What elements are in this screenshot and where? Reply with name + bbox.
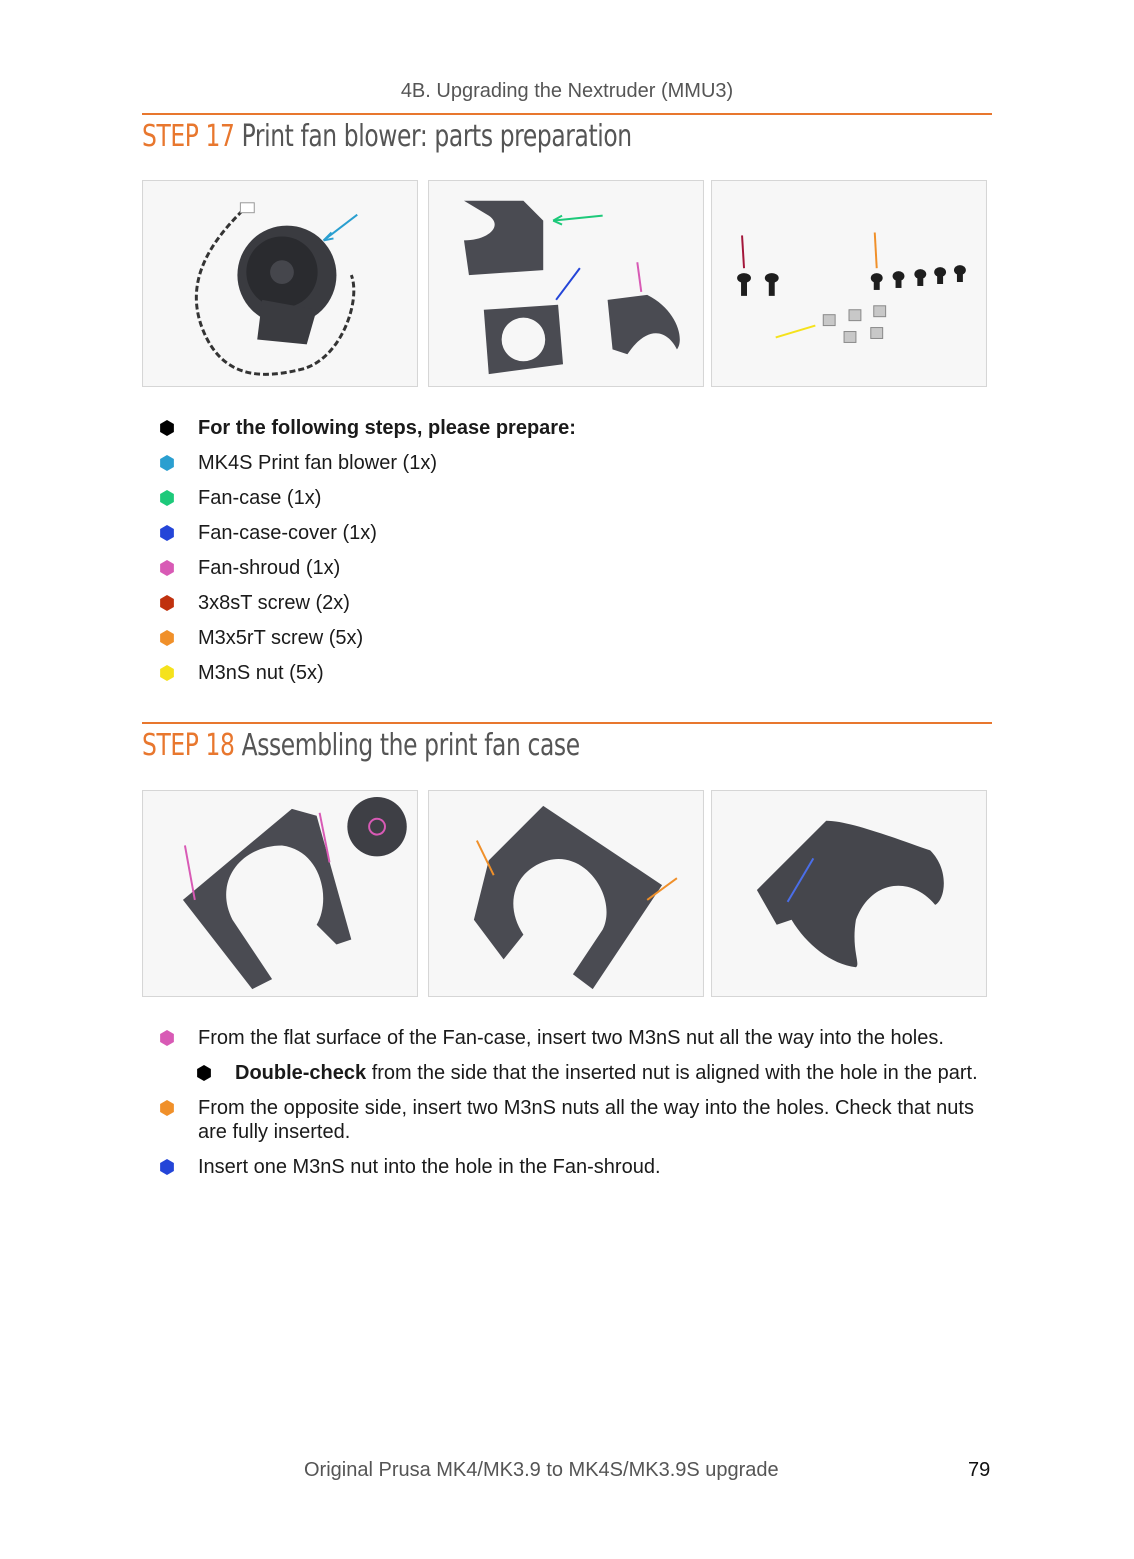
list-item: 3x8sT screw (2x) xyxy=(158,591,992,615)
step18-rule xyxy=(142,722,992,724)
photo-fan-shroud xyxy=(711,790,987,997)
pink-hex-bullet-icon xyxy=(159,560,175,576)
step17-label: STEP 17 xyxy=(142,119,235,154)
step17-bullet-list xyxy=(158,416,992,685)
photo-fan-case-opposite xyxy=(428,790,704,997)
list-item: From the opposite side, insert two M3nS nuts all the way into the holes. Check that nuts are fully inserted. xyxy=(158,1096,992,1144)
list-item: Fan-case (1x) xyxy=(158,486,992,510)
photo-fan-case-parts xyxy=(428,180,704,387)
photo-fan-case-flat xyxy=(142,790,418,997)
step18-title xyxy=(142,728,580,763)
blue-hex-bullet-icon xyxy=(159,1159,175,1175)
step18-bullet-list xyxy=(158,1026,992,1179)
photo-fan-blower xyxy=(142,180,418,387)
red-hex-bullet-icon xyxy=(159,595,175,611)
step18-label: STEP 18 xyxy=(142,728,235,763)
chapter-header: 4B. Upgrading the Nextruder (MMU3) xyxy=(400,80,734,102)
cyan-hex-bullet-icon xyxy=(159,455,175,471)
footer-manual-title: Original Prusa MK4/MK3.9 to MK4S/MK3.9S upgrade xyxy=(304,1459,779,1481)
step17-heading: Print fan blower: parts preparation xyxy=(241,119,632,154)
photo-screws-nuts xyxy=(711,180,987,387)
step17-title xyxy=(142,119,632,154)
black-hex-bullet-icon xyxy=(196,1065,212,1081)
list-item: Fan-shroud (1x) xyxy=(158,556,992,580)
list-item: Insert one M3nS nut into the hole in the Fan-shroud. xyxy=(158,1155,992,1179)
green-hex-bullet-icon xyxy=(159,490,175,506)
orange-hex-bullet-icon xyxy=(159,1100,175,1116)
step18-heading: Assembling the print fan case xyxy=(241,728,580,763)
orange-hex-bullet-icon xyxy=(159,630,175,646)
header-rule xyxy=(142,113,992,115)
list-item: M3x5rT screw (5x) xyxy=(158,626,992,650)
list-item: For the following steps, please prepare: xyxy=(158,416,992,440)
black-hex-bullet-icon xyxy=(159,420,175,436)
pink-hex-bullet-icon xyxy=(159,1030,175,1046)
list-item: Double-check from the side that the inserted nut is aligned with the hole in the part. xyxy=(195,1061,992,1085)
list-item: M3nS nut (5x) xyxy=(158,661,992,685)
list-item: From the flat surface of the Fan-case, insert two M3nS nut all the way into the holes. xyxy=(158,1026,992,1050)
blue-hex-bullet-icon xyxy=(159,525,175,541)
list-item: Fan-case-cover (1x) xyxy=(158,521,992,545)
yellow-hex-bullet-icon xyxy=(159,665,175,681)
list-item: MK4S Print fan blower (1x) xyxy=(158,451,992,475)
page-number: 79 xyxy=(968,1459,991,1481)
